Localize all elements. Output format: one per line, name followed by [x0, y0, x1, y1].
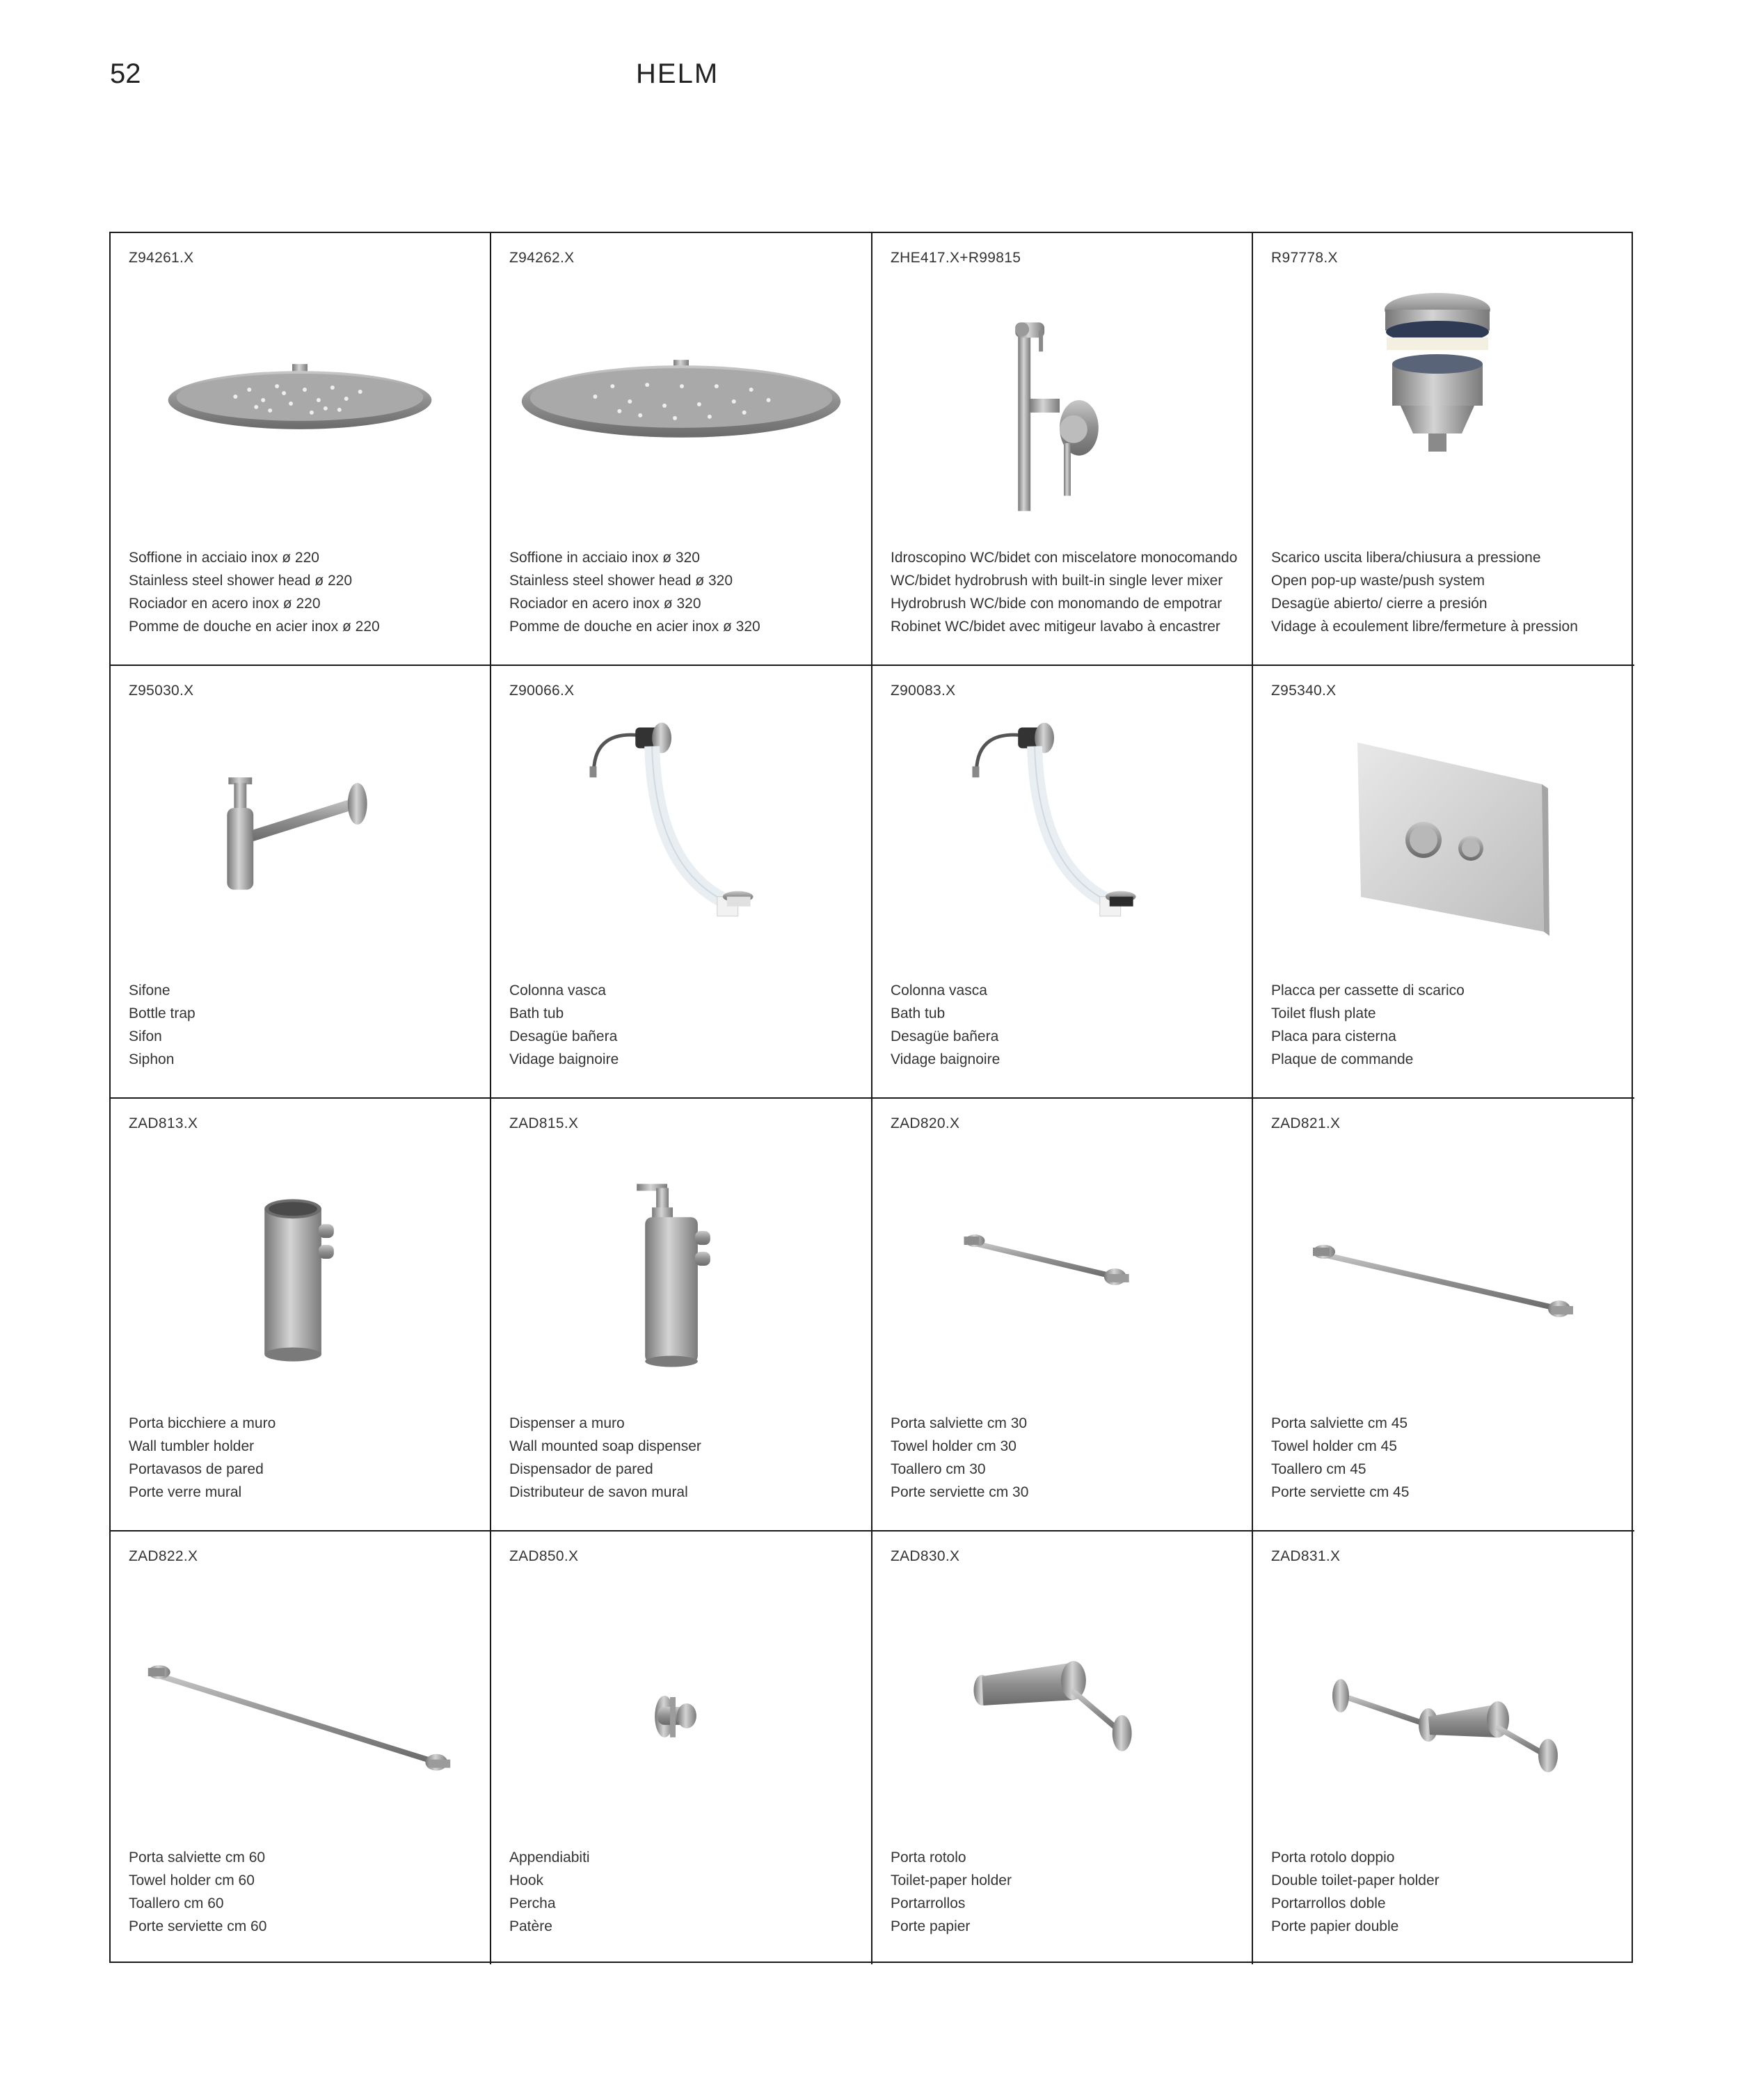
product-description	[891, 979, 1000, 1071]
description-fr: Porte verre mural	[129, 1484, 242, 1500]
product-card	[1253, 1099, 1634, 1532]
description-es: Portarrollos	[891, 1895, 966, 1911]
product-description	[891, 1412, 1028, 1504]
product-description	[891, 1846, 1012, 1938]
description-it: Porta bicchiere a muro	[129, 1415, 276, 1431]
product-code: Z90066.X	[509, 683, 575, 699]
description-es: Rociador en acero inox ø 220	[129, 596, 321, 612]
description-it: Placca per cassette di scarico	[1271, 983, 1465, 999]
description-en: Towel holder cm 30	[891, 1438, 1017, 1454]
description-en: Open pop-up waste/push system	[1271, 573, 1485, 589]
description-fr: Porte papier double	[1271, 1918, 1399, 1934]
description-it: Scarico uscita libera/chiusura a pressione	[1271, 550, 1541, 566]
description-en: Bath tub	[509, 1005, 564, 1021]
double-toilet-paper-holder-icon	[1253, 1580, 1634, 1810]
description-it: Porta salviette cm 60	[129, 1850, 266, 1866]
description-fr: Porte serviette cm 45	[1271, 1484, 1410, 1500]
bath-filler-icon	[872, 715, 1252, 944]
product-code: ZAD831.X	[1271, 1548, 1341, 1564]
description-es: Desagüe abierto/ cierre a presión	[1271, 596, 1488, 612]
description-en: Wall tumbler holder	[129, 1438, 255, 1454]
description-it: Soffione in acciaio inox ø 220	[129, 550, 319, 566]
product-description	[129, 1846, 266, 1938]
description-en: Towel holder cm 60	[129, 1872, 255, 1888]
description-es: Toallero cm 45	[1271, 1461, 1366, 1477]
product-description	[1271, 1846, 1440, 1938]
description-fr: Patère	[509, 1918, 552, 1934]
description-es: Placa para cisterna	[1271, 1028, 1396, 1044]
product-code: Z94261.X	[129, 250, 194, 266]
product-description	[129, 546, 380, 638]
description-fr: Vidage baignoire	[509, 1051, 619, 1067]
product-code: ZHE417.X+R99815	[891, 250, 1021, 266]
description-en: Double toilet-paper holder	[1271, 1872, 1440, 1888]
description-fr: Robinet WC/bidet avec mitigeur lavabo à encastrer	[891, 619, 1220, 635]
product-card	[111, 666, 491, 1099]
description-en: Stainless steel shower head ø 320	[509, 573, 733, 589]
product-card	[872, 1099, 1253, 1532]
product-card	[1253, 1532, 1634, 1964]
description-en: Toilet flush plate	[1271, 1005, 1376, 1021]
description-it: Colonna vasca	[509, 983, 606, 999]
product-code: ZAD813.X	[129, 1115, 198, 1131]
product-card	[872, 233, 1253, 666]
product-code: ZAD830.X	[891, 1548, 960, 1564]
shower-head-320-icon	[491, 282, 871, 511]
product-description	[1271, 979, 1465, 1071]
description-es: Toallero cm 30	[891, 1461, 986, 1477]
product-card	[872, 1532, 1253, 1964]
description-es: Portarrollos doble	[1271, 1895, 1386, 1911]
description-es: Hydrobrush WC/bide con monomando de empotrar	[891, 596, 1222, 612]
product-code: R97778.X	[1271, 250, 1338, 266]
hydrobrush-icon	[872, 282, 1252, 511]
description-es: Desagüe bañera	[509, 1028, 618, 1044]
description-en: Hook	[509, 1872, 544, 1888]
bath-filler-icon	[491, 715, 871, 944]
description-fr: Pomme de douche en acier inox ø 320	[509, 619, 760, 635]
towel-bar-45-icon	[1253, 1147, 1634, 1377]
description-fr: Vidage baignoire	[891, 1051, 1000, 1067]
description-en: Bottle trap	[129, 1005, 196, 1021]
shower-head-220-icon	[111, 282, 490, 511]
bottle-trap-icon	[111, 715, 490, 944]
description-en: WC/bidet hydrobrush with built-in single lever mixer	[891, 573, 1223, 589]
product-description	[509, 979, 619, 1071]
product-card	[491, 1099, 872, 1532]
description-fr: Porte serviette cm 60	[129, 1918, 267, 1934]
soap-dispenser-icon	[491, 1147, 871, 1377]
description-it: Colonna vasca	[891, 983, 987, 999]
product-description	[129, 1412, 276, 1504]
product-card	[1253, 666, 1634, 1099]
description-en: Bath tub	[891, 1005, 946, 1021]
description-it: Porta salviette cm 45	[1271, 1415, 1408, 1431]
product-description	[1271, 546, 1578, 638]
product-card	[491, 666, 872, 1099]
description-it: Soffione in acciaio inox ø 320	[509, 550, 700, 566]
product-code: Z95340.X	[1271, 683, 1337, 699]
pop-up-waste-icon	[1253, 282, 1634, 511]
description-fr: Pomme de douche en acier inox ø 220	[129, 619, 380, 635]
product-code: ZAD821.X	[1271, 1115, 1341, 1131]
flush-plate-icon	[1253, 715, 1634, 944]
product-description	[891, 546, 1237, 638]
robe-hook-icon	[491, 1580, 871, 1810]
description-it: Porta rotolo doppio	[1271, 1850, 1395, 1866]
description-es: Percha	[509, 1895, 556, 1911]
product-code: ZAD815.X	[509, 1115, 579, 1131]
towel-bar-60-icon	[111, 1580, 490, 1810]
page-number: 52	[110, 58, 141, 89]
description-fr: Porte papier	[891, 1918, 971, 1934]
description-it: Idroscopino WC/bidet con miscelatore monocomando	[891, 550, 1238, 566]
product-card	[491, 1532, 872, 1964]
product-code: Z94262.X	[509, 250, 575, 266]
description-fr: Siphon	[129, 1051, 175, 1067]
description-es: Sifon	[129, 1028, 162, 1044]
product-description	[129, 979, 196, 1071]
product-grid	[109, 232, 1633, 1963]
description-fr: Porte serviette cm 30	[891, 1484, 1029, 1500]
toilet-paper-holder-icon	[872, 1580, 1252, 1810]
tumbler-holder-icon	[111, 1147, 490, 1377]
description-fr: Distributeur de savon mural	[509, 1484, 688, 1500]
product-code: ZAD850.X	[509, 1548, 579, 1564]
description-es: Dispensador de pared	[509, 1461, 653, 1477]
description-es: Portavasos de pared	[129, 1461, 264, 1477]
product-card	[111, 233, 491, 666]
product-description	[509, 1412, 701, 1504]
product-description	[1271, 1412, 1409, 1504]
product-code: Z95030.X	[129, 683, 194, 699]
page-title: HELM	[636, 58, 719, 89]
description-en: Towel holder cm 45	[1271, 1438, 1397, 1454]
description-fr: Plaque de commande	[1271, 1051, 1414, 1067]
towel-bar-30-icon	[872, 1147, 1252, 1377]
product-code: ZAD822.X	[129, 1548, 198, 1564]
product-card	[872, 666, 1253, 1099]
product-code: Z90083.X	[891, 683, 956, 699]
product-card	[111, 1532, 491, 1964]
description-it: Porta salviette cm 30	[891, 1415, 1028, 1431]
description-en: Wall mounted soap dispenser	[509, 1438, 701, 1454]
description-es: Desagüe bañera	[891, 1028, 999, 1044]
description-it: Appendiabiti	[509, 1850, 590, 1866]
description-it: Dispenser a muro	[509, 1415, 625, 1431]
description-es: Rociador en acero inox ø 320	[509, 596, 701, 612]
product-code: ZAD820.X	[891, 1115, 960, 1131]
description-it: Porta rotolo	[891, 1850, 966, 1866]
product-description	[509, 546, 760, 638]
product-description	[509, 1846, 590, 1938]
description-it: Sifone	[129, 983, 170, 999]
description-en: Toilet-paper holder	[891, 1872, 1012, 1888]
product-card	[111, 1099, 491, 1532]
product-card	[1253, 233, 1634, 666]
description-fr: Vidage à ecoulement libre/fermeture à pression	[1271, 619, 1578, 635]
product-card	[491, 233, 872, 666]
description-en: Stainless steel shower head ø 220	[129, 573, 353, 589]
description-es: Toallero cm 60	[129, 1895, 224, 1911]
